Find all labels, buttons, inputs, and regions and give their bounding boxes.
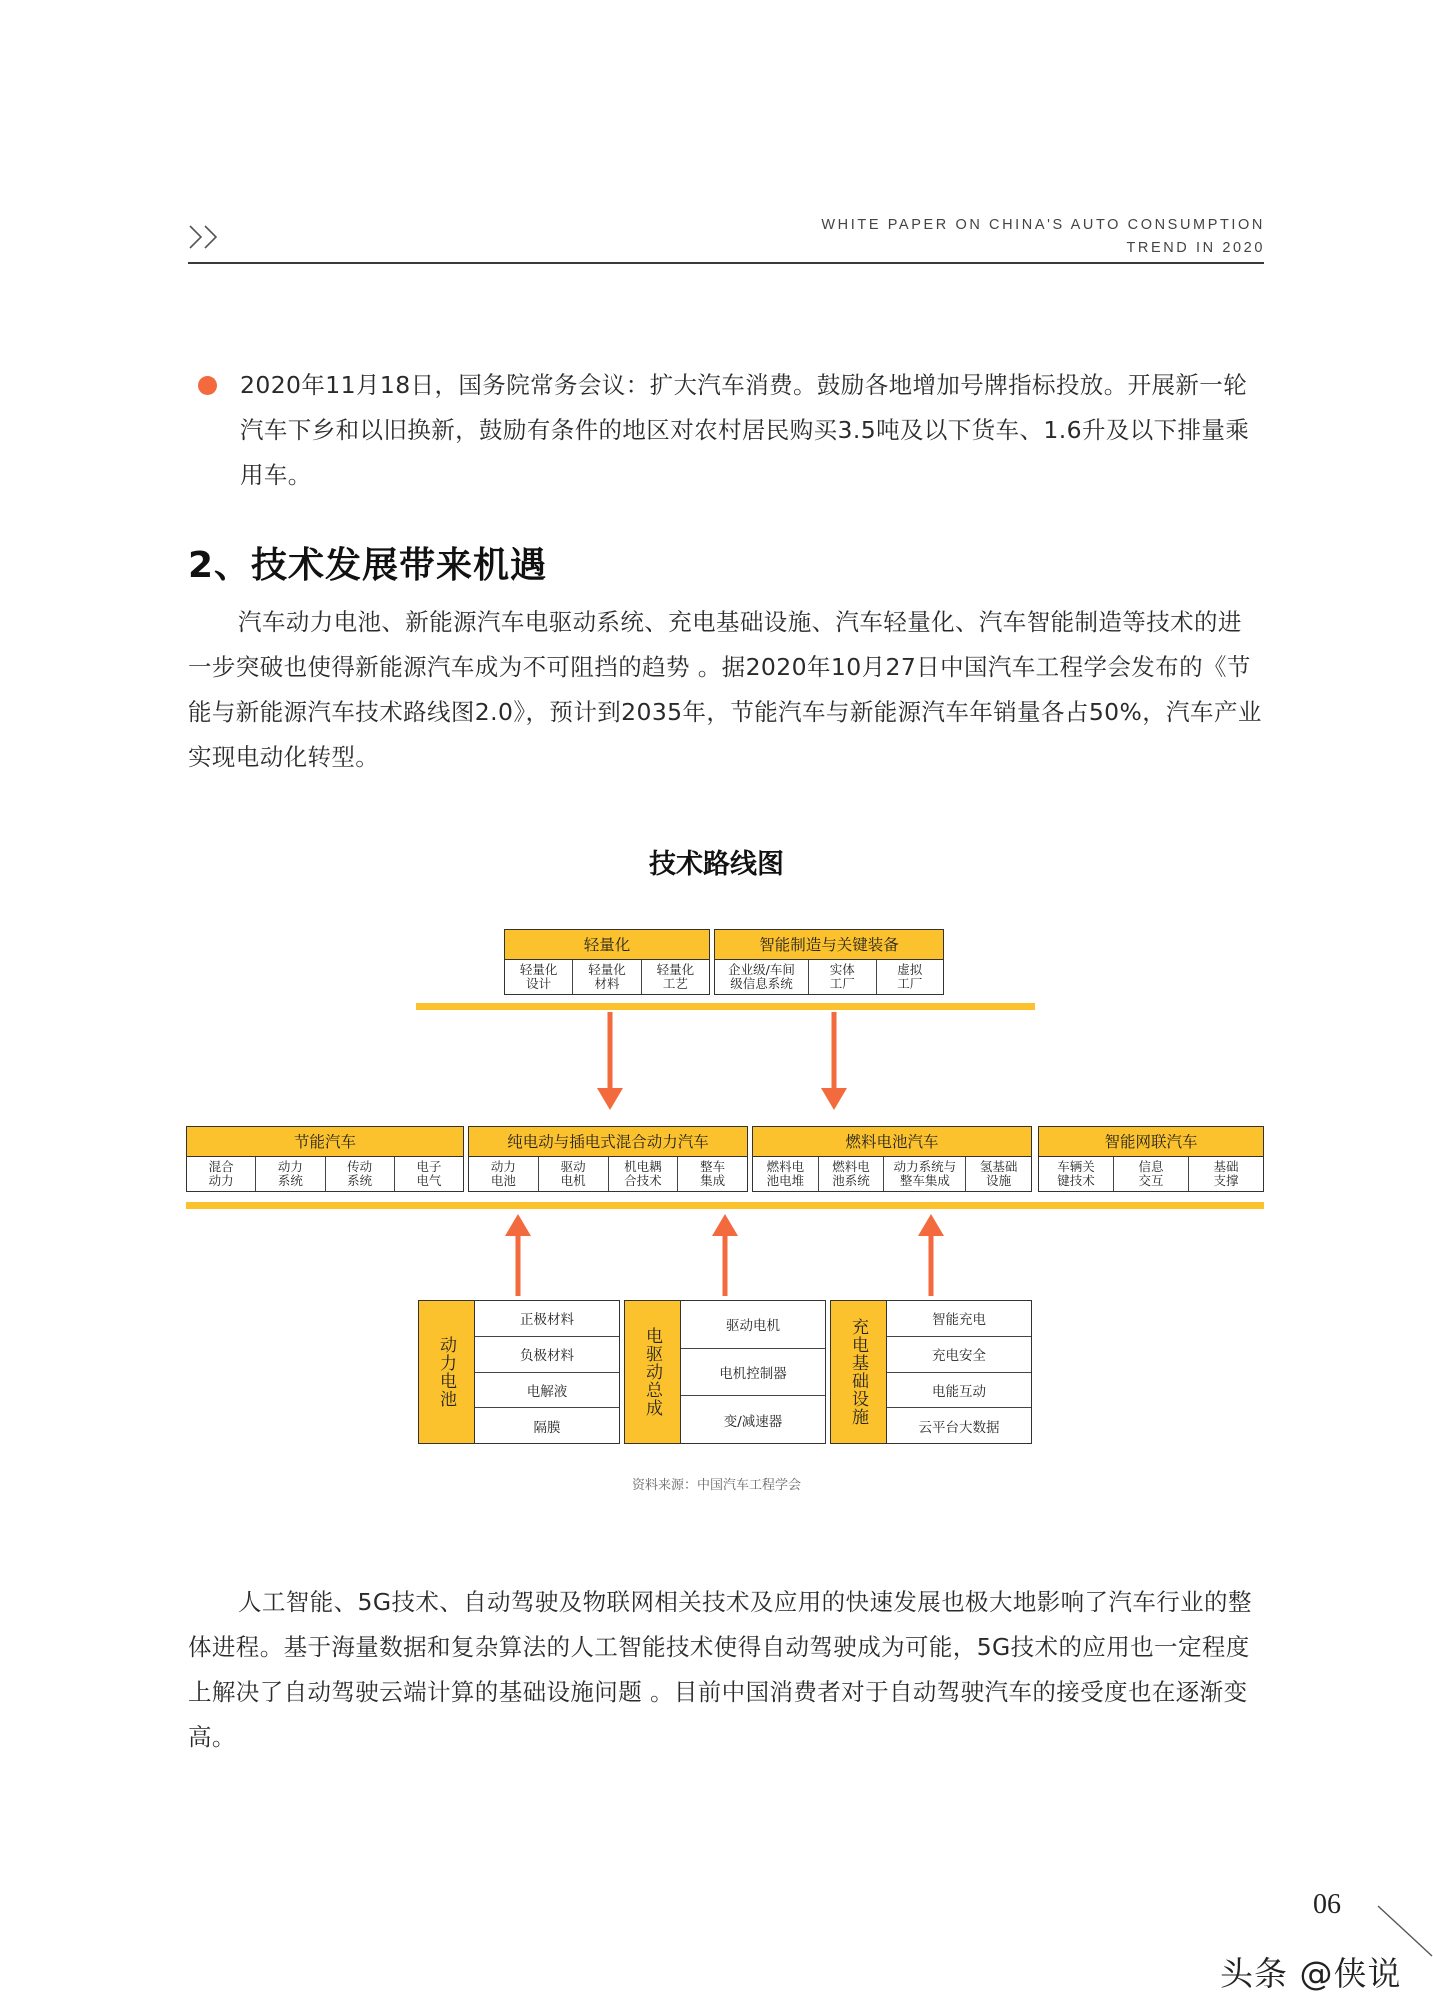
bottom-box-row: 驱动电机 bbox=[681, 1301, 825, 1349]
up-arrow-icon bbox=[503, 1214, 533, 1296]
bottom-box-row: 电能互动 bbox=[887, 1373, 1031, 1409]
diagram-mid-bar bbox=[186, 1202, 1264, 1209]
bottom-box-row: 充电安全 bbox=[887, 1337, 1031, 1373]
diagram-source: 资料来源：中国汽车工程学会 bbox=[631, 1478, 801, 1493]
category-cell: 电子 电气 bbox=[416, 1159, 442, 1188]
diagram-bottom-battery bbox=[418, 1300, 620, 1444]
header-title bbox=[821, 214, 1265, 260]
bottom-box-label bbox=[419, 1301, 475, 1443]
category-cell: 动力 系统 bbox=[256, 1157, 325, 1191]
bottom-box-row: 电解液 bbox=[475, 1373, 619, 1409]
header-divider bbox=[188, 262, 1264, 264]
category-cell: 氢基础 设施 bbox=[979, 1159, 1018, 1188]
up-arrow-icon bbox=[916, 1214, 946, 1296]
bottom-box-label-text: 动力电池 bbox=[436, 1336, 456, 1408]
bottom-box-row: 智能充电 bbox=[887, 1301, 1031, 1337]
section-paragraph-2 bbox=[188, 1580, 1264, 1760]
diagram-mid-energy-saving bbox=[186, 1126, 464, 1192]
category-cell: 轻量化 材料 bbox=[573, 960, 641, 994]
bottom-box-row: 负极材料 bbox=[475, 1337, 619, 1373]
down-arrow-icon bbox=[819, 1012, 849, 1112]
bottom-box-row: 云平台大数据 bbox=[918, 1419, 1000, 1436]
category-cell: 混合 动力 bbox=[187, 1157, 256, 1191]
double-chevron-icon bbox=[188, 224, 222, 250]
diagram-top-bar bbox=[416, 1003, 1035, 1010]
bottom-box-label bbox=[831, 1301, 887, 1443]
diagram-mid-electric bbox=[468, 1126, 748, 1192]
diagram-bottom-charging bbox=[830, 1300, 1032, 1444]
category-cell: 基础 支撑 bbox=[1213, 1159, 1239, 1188]
category-header: 智能制造与关键装备 bbox=[715, 930, 943, 960]
diagram-mid-connected bbox=[1038, 1126, 1264, 1192]
category-cell: 机电耦 合技术 bbox=[609, 1157, 679, 1191]
category-cell: 信息 交互 bbox=[1114, 1157, 1189, 1191]
category-cell: 动力 电池 bbox=[469, 1157, 539, 1191]
category-cell: 动力系统与 整车集成 bbox=[884, 1157, 966, 1191]
page-number: 06 bbox=[1313, 1889, 1341, 1920]
category-header: 智能网联汽车 bbox=[1039, 1127, 1263, 1157]
category-cell: 轻量化 设计 bbox=[505, 960, 573, 994]
bottom-box-label-text: 充电基础设施 bbox=[848, 1318, 868, 1426]
bottom-box-row: 正极材料 bbox=[475, 1301, 619, 1337]
section-paragraph-1-text: 汽车动力电池、新能源汽车电驱动系统、充电基础设施、汽车轻量化、汽车智能制造等技术的进一步突破也使得新能源汽车成为不可阻挡的趋势 。据2020年10月27日中国汽车工程学会发布的《节能与新能源汽车技术路线图2.0》，预计到2035年，节能汽车与新能源汽车年销量各占50%，汽车产业实现电动化转型。 bbox=[188, 608, 1262, 771]
watermark: 头条 @侠说 bbox=[1220, 1954, 1402, 1993]
category-header: 燃料电池汽车 bbox=[753, 1127, 1031, 1157]
category-cell: 燃料电 池电堆 bbox=[753, 1157, 819, 1191]
bottom-box-label-text: 电驱动总成 bbox=[642, 1327, 662, 1417]
category-cell: 实体 工厂 bbox=[809, 960, 876, 994]
category-cell: 燃料电 池系统 bbox=[819, 1157, 885, 1191]
diagram-top-lightweight bbox=[504, 929, 710, 995]
header-title-line1: WHITE PAPER ON CHINA'S AUTO CONSUMPTION bbox=[821, 217, 1265, 233]
category-cell: 轻量化 工艺 bbox=[656, 962, 695, 991]
category-cell: 传动 系统 bbox=[326, 1157, 395, 1191]
section-title: 2、技术发展带来机遇 bbox=[188, 545, 548, 586]
category-cell: 整车 集成 bbox=[700, 1159, 726, 1188]
bottom-box-row: 变/减速器 bbox=[723, 1413, 783, 1430]
bottom-box-row: 隔膜 bbox=[533, 1419, 561, 1436]
section-paragraph-1 bbox=[188, 600, 1264, 780]
category-cell: 驱动 电机 bbox=[539, 1157, 609, 1191]
bottom-box-row: 电机控制器 bbox=[681, 1349, 825, 1397]
category-cell: 车辆关 键技术 bbox=[1039, 1157, 1114, 1191]
diagram-title: 技术路线图 bbox=[649, 849, 784, 880]
bullet-paragraph: 2020年11月18日，国务院常务会议：扩大汽车消费。鼓励各地增加号牌指标投放。开展新一轮汽车下乡和以旧换新，鼓励有条件的地区对农村居民购买3.5吨及以下货车、1.6升及以下排量乘用车。 bbox=[240, 371, 1250, 489]
category-header: 轻量化 bbox=[505, 930, 709, 960]
diagram-mid-fuel-cell bbox=[752, 1126, 1032, 1192]
header-title-line2: TREND IN 2020 bbox=[1126, 240, 1265, 256]
up-arrow-icon bbox=[710, 1214, 740, 1296]
section-paragraph-2-text: 人工智能、5G技术、自动驾驶及物联网相关技术及应用的快速发展也极大地影响了汽车行业的整体进程。基于海量数据和复杂算法的人工智能技术使得自动驾驶成为可能，5G技术的应用也一定程度上解决了自动驾驶云端计算的基础设施问题 。目前中国消费者对于自动驾驶汽车的接受度也在逐渐变高。 bbox=[188, 1588, 1252, 1751]
bottom-box-label bbox=[625, 1301, 681, 1443]
category-header: 节能汽车 bbox=[187, 1127, 463, 1157]
category-cell: 企业级/车间 级信息系统 bbox=[715, 960, 809, 994]
diagram-bottom-drive bbox=[624, 1300, 826, 1444]
category-cell: 虚拟 工厂 bbox=[897, 962, 923, 991]
category-header: 纯电动与插电式混合动力汽车 bbox=[469, 1127, 747, 1157]
down-arrow-icon bbox=[595, 1012, 625, 1112]
bullet-dot bbox=[198, 376, 217, 395]
diagram-top-smart-manufacturing bbox=[714, 929, 944, 995]
